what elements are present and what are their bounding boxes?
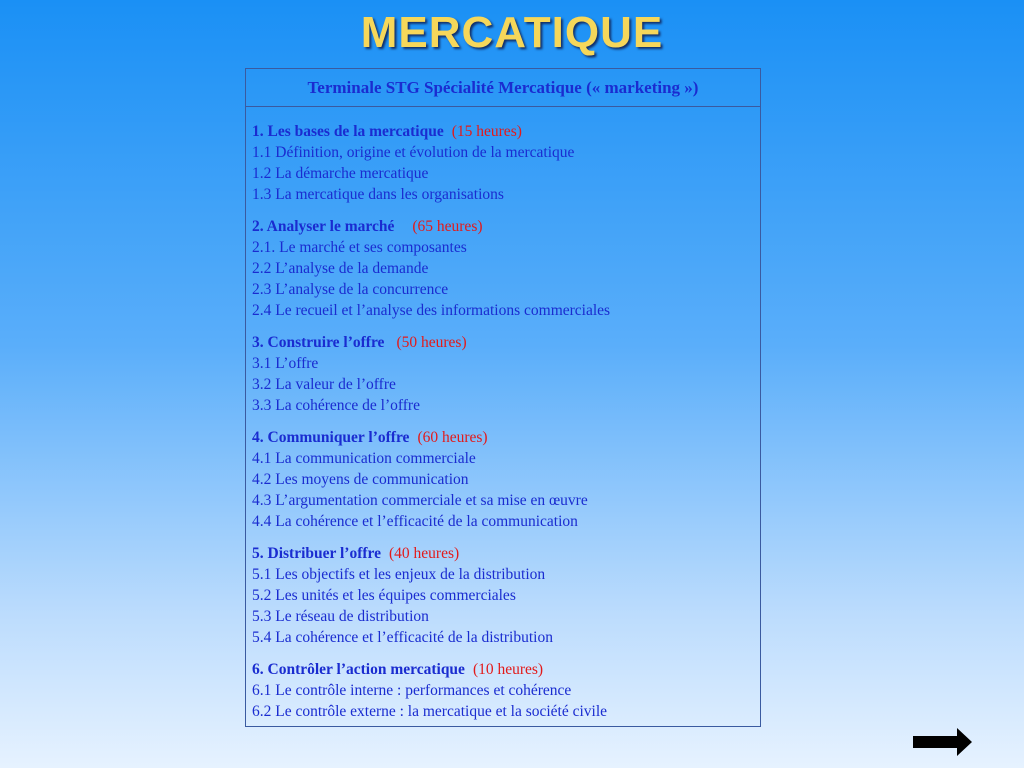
list-item: 4.4 La cohérence et l’efficacité de la communication <box>252 513 578 530</box>
section-hours: (15 heures) <box>451 123 522 140</box>
list-item: 2.2 L’analyse de la demande <box>252 260 429 277</box>
section-4 <box>252 427 760 532</box>
card-header: Terminale STG Spécialité Mercatique (« marketing ») <box>246 69 760 107</box>
section-1 <box>252 121 760 205</box>
list-item: 3.3 La cohérence de l’offre <box>252 397 420 414</box>
list-item: 5.4 La cohérence et l’efficacité de la distribution <box>252 629 553 646</box>
list-item: 2.4 Le recueil et l’analyse des informations commerciales <box>252 302 611 319</box>
section-hours: (50 heures) <box>396 334 467 351</box>
list-item: 2.1. Le marché et ses composantes <box>252 239 467 256</box>
list-item: 4.2 Les moyens de communication <box>252 471 469 488</box>
section-2 <box>252 216 760 321</box>
list-item: 6.2 Le contrôle externe : la mercatique et la société civile <box>252 703 608 720</box>
section-hours: (65 heures) <box>412 218 483 235</box>
sections-list <box>246 107 760 722</box>
section-heading: 1. Les bases de la mercatique <box>252 123 444 140</box>
list-item: 4.3 L’argumentation commerciale et sa mise en œuvre <box>252 492 588 509</box>
section-heading: 2. Analyser le marché <box>252 218 395 235</box>
section-hours: (40 heures) <box>389 545 460 562</box>
section-6 <box>252 659 760 722</box>
list-item: 5.3 Le réseau de distribution <box>252 608 429 625</box>
list-item: 3.2 La valeur de l’offre <box>252 376 396 393</box>
section-hours: (60 heures) <box>417 429 488 446</box>
section-5 <box>252 543 760 648</box>
next-slide-button[interactable] <box>913 727 973 757</box>
list-item: 6.1 Le contrôle interne : performances et cohérence <box>252 682 572 699</box>
section-heading: 3. Construire l’offre <box>252 334 385 351</box>
syllabus-card <box>245 68 761 727</box>
list-item: 2.3 L’analyse de la concurrence <box>252 281 449 298</box>
list-item: 1.3 La mercatique dans les organisations <box>252 186 504 203</box>
section-hours: (10 heures) <box>472 661 544 678</box>
list-item: 1.2 La démarche mercatique <box>252 165 429 182</box>
list-item: 1.1 Définition, origine et évolution de la mercatique <box>252 144 575 161</box>
list-item: 3.1 L’offre <box>252 355 319 372</box>
section-heading: 5. Distribuer l’offre <box>252 545 381 562</box>
section-heading: 4. Communiquer l’offre <box>252 429 410 446</box>
arrow-right-icon <box>913 727 973 757</box>
slide-title: MERCATIQUE <box>360 8 664 57</box>
section-heading: 6. Contrôler l’action mercatique <box>252 661 465 678</box>
list-item: 5.1 Les objectifs et les enjeux de la distribution <box>252 566 546 583</box>
section-3 <box>252 332 760 416</box>
list-item: 4.1 La communication commerciale <box>252 450 476 467</box>
list-item: 5.2 Les unités et les équipes commerciales <box>252 587 516 604</box>
